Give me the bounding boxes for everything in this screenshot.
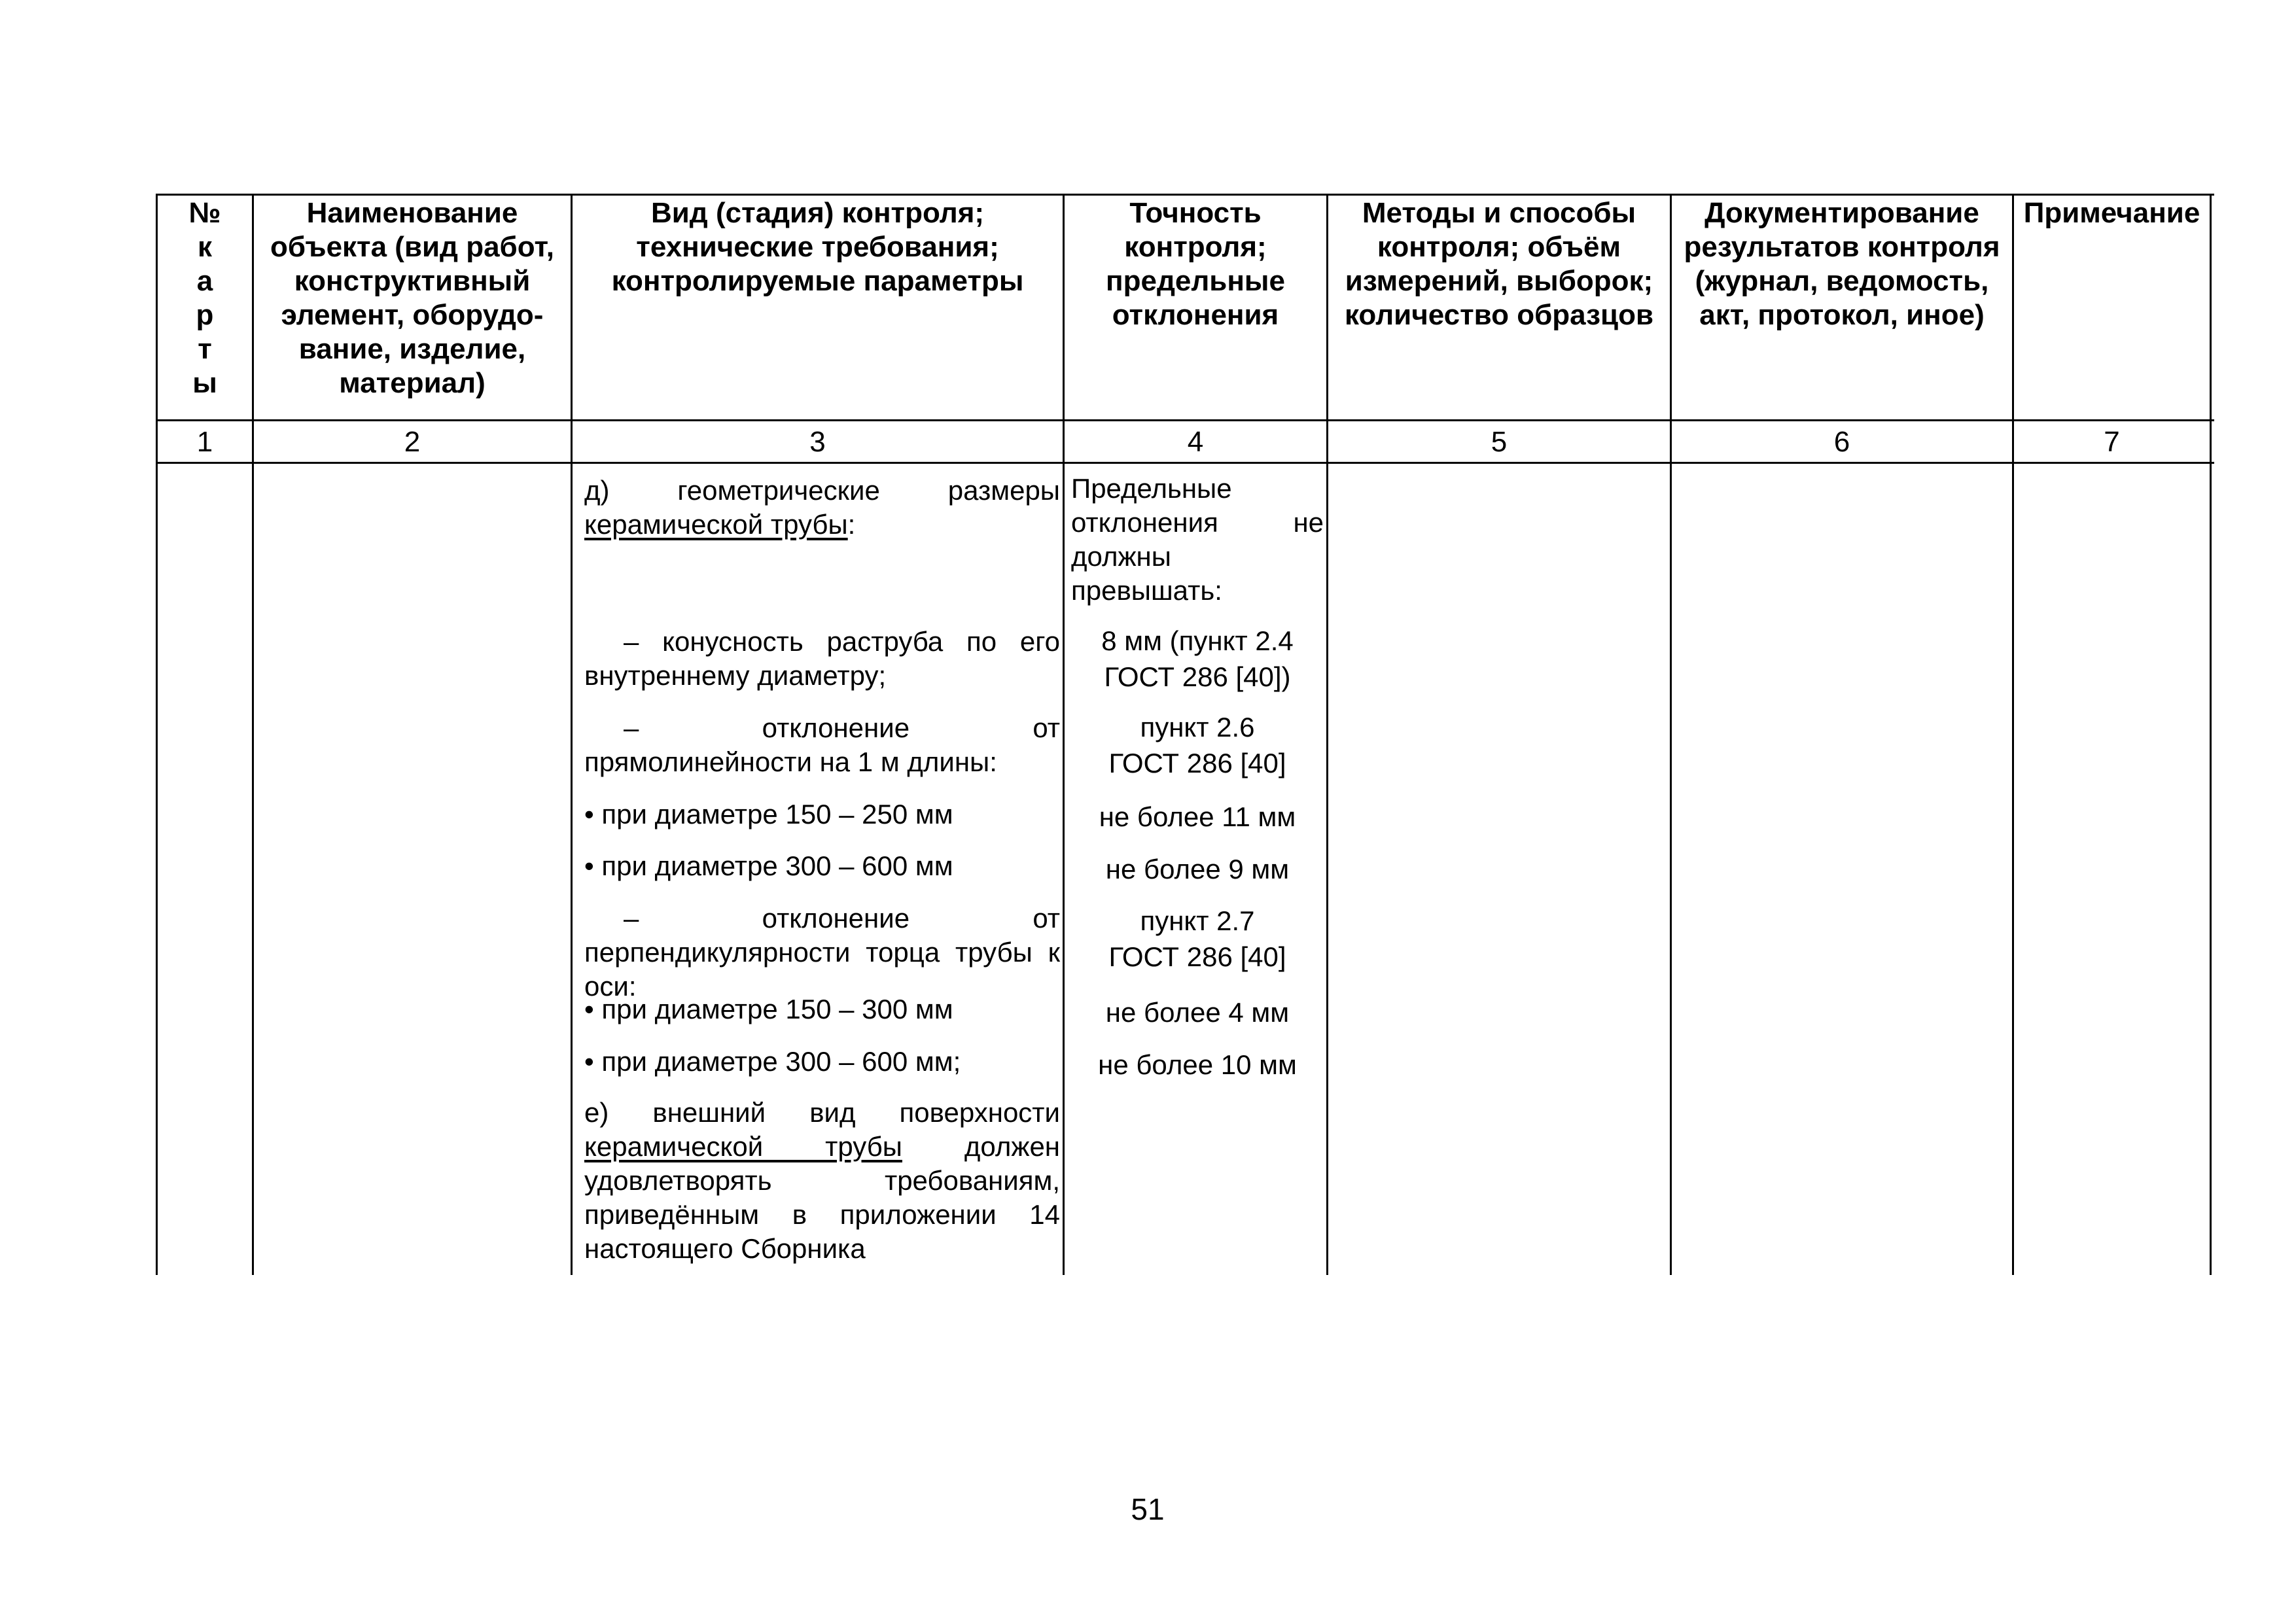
header-control-type: Вид (стадия) контроля; технические требования; контролируемые параметры	[611, 197, 1024, 297]
column-number: 1	[196, 426, 213, 458]
tolerance-intro: Предельные отклонения не должны превышать:	[1071, 473, 1324, 606]
header-accuracy: Точность контроля; предельные отклонения	[1106, 197, 1285, 331]
requirement-diameter-300-600-b: • при диаметре 300 – 600 мм;	[584, 1046, 961, 1077]
header-card-number: № к а р т ы	[188, 197, 221, 399]
column-number: 4	[1187, 426, 1204, 458]
requirement-diameter-150-300: • при диаметре 150 – 300 мм	[584, 994, 953, 1024]
column-number: 3	[809, 426, 826, 458]
tolerance-10mm: не более 10 мм	[1098, 1049, 1297, 1080]
requirement-perpendicularity: – отклонение от перпендикулярности торца трубы к оси:	[584, 903, 1060, 1002]
requirement-straightness: – отклонение от прямолинейности на 1 м длины:	[584, 712, 1060, 777]
tolerance-11mm: не более 11 мм	[1099, 801, 1296, 832]
header-note: Примечание	[2023, 197, 2200, 229]
column-border	[2210, 194, 2212, 1275]
tolerance-4mm: не более 4 мм	[1105, 997, 1290, 1028]
tolerance-9mm: не более 9 мм	[1105, 854, 1290, 884]
column-number: 5	[1491, 426, 1508, 458]
page-number: 51	[1131, 1492, 1165, 1526]
requirement-geometric-dimensions: д) геометрические размеры керамической трубы:	[584, 475, 1060, 540]
header-object-name: Наименование объекта (вид работ, конструктивный элемент, оборудо- вание, изделие, материал)	[270, 197, 554, 399]
requirement-diameter-150-250: • при диаметре 150 – 250 мм	[584, 799, 953, 829]
header-bottom-border	[156, 419, 2214, 421]
column-numbers-bottom-border	[156, 462, 2214, 464]
requirement-diameter-300-600: • при диаметре 300 – 600 мм	[584, 850, 953, 881]
column-number: 7	[2104, 426, 2120, 458]
requirement-surface-appearance: е) внешний вид поверхности керамической трубы должен удовлетворять требованиям, приведённым в приложении 14 настоящего Сборника	[584, 1097, 1060, 1264]
tolerance-bell-taper: 8 мм (пункт 2.4 ГОСТ 286 [40])	[1101, 625, 1294, 692]
header-documentation: Документирование результатов контроля (журнал, ведомость, акт, протокол, иное)	[1684, 197, 2000, 331]
tolerance-straightness: пункт 2.6 ГОСТ 286 [40]	[1108, 712, 1286, 778]
column-number: 2	[404, 426, 421, 458]
requirement-bell-taper: – конусность раструба по его внутреннему диаметру;	[584, 626, 1060, 691]
table-top-border	[156, 194, 2214, 196]
tolerance-perpendicularity: пункт 2.7 ГОСТ 286 [40]	[1108, 905, 1286, 972]
column-number: 6	[1833, 426, 1850, 458]
header-methods: Методы и способы контроля; объём измерений, выборок; количество образцов	[1344, 197, 1654, 331]
